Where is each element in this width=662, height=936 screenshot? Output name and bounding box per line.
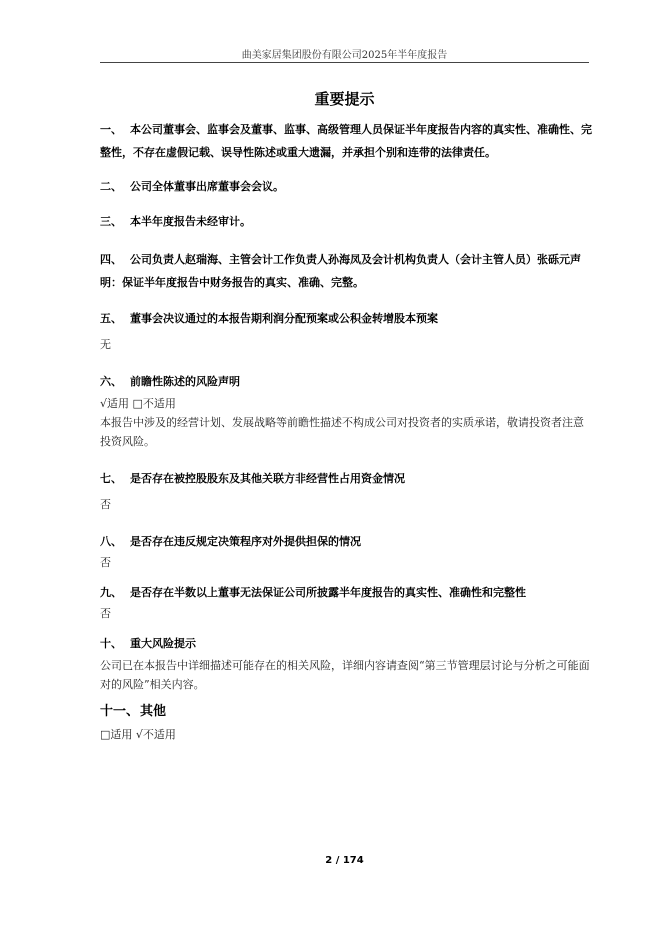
section-number: 十、 [100,637,122,650]
applicability-check: □适用 √不适用 [100,728,176,741]
section-text: 是否存在违反规定决策程序对外提供担保的情况 [130,535,361,548]
section-1 [100,118,592,164]
section-text: 本公司董事会、监事会及董事、监事、高级管理人员保证半年度报告内容的真实性、准确性、完整性，不存在虚假记载、误导性陈述或重大遗漏，并承担个别和连带的法律责任。 [100,123,592,159]
section-5 [100,307,592,330]
page-number: 2 / 174 [325,855,364,866]
section-text: 前瞻性陈述的风险声明 [130,375,240,388]
page-title: 重要提示 [314,90,375,108]
section-11 [100,700,592,723]
section-10-body: 公司已在本报告中详细描述可能存在的相关风险，详细内容请查阅“第三节管理层讨论与分析之可能面对的风险”相关内容。 [100,659,590,691]
section-9 [100,581,592,604]
section-text: 公司负责人赵瑞海、主管会计工作负责人孙海凤及会计机构负责人（会计主管人员）张砾元声明：保证半年度报告中财务报告的真实、准确、完整。 [100,253,581,289]
section-text: 是否存在半数以上董事无法保证公司所披露半年度报告的真实性、准确性和完整性 [130,586,526,599]
section-number: 四、 [100,253,122,266]
section-7 [100,467,592,490]
section-text: 是否存在被控股股东及其他关联方非经营性占用资金情况 [130,472,405,485]
section-text: 公司全体董事出席董事会会议。 [130,180,284,193]
section-number: 七、 [100,472,122,485]
section-number: 三、 [100,215,122,228]
section-6-body: 本报告中涉及的经营计划、发展战略等前瞻性描述不构成公司对投资者的实质承诺，敬请投资者注意投资风险。 [100,416,584,448]
section-3 [100,210,592,233]
section-7-body: 否 [100,498,111,511]
section-number: 五、 [100,312,122,325]
section-4 [100,248,592,294]
applicability-check: √适用 □不适用 [100,397,176,410]
section-6 [100,370,592,393]
section-number: 二、 [100,180,122,193]
header-rule [100,62,589,63]
section-text: 本半年度报告未经审计。 [130,215,251,228]
section-10 [100,632,592,655]
running-header: 曲美家居集团股份有限公司2025年半年度报告 [241,50,448,61]
section-number: 九、 [100,586,122,599]
section-2 [100,175,592,198]
section-number: 十一、 [100,704,140,719]
section-text: 其他 [140,704,167,719]
section-5-body: 无 [100,338,111,351]
section-text: 重大风险提示 [130,637,196,650]
section-8 [100,530,592,553]
section-number: 六、 [100,375,122,388]
section-9-body: 否 [100,607,111,620]
section-text: 董事会决议通过的本报告期利润分配预案或公积金转增股本预案 [130,312,438,325]
section-number: 八、 [100,535,122,548]
section-number: 一、 [100,123,122,136]
section-8-body: 否 [100,556,111,569]
